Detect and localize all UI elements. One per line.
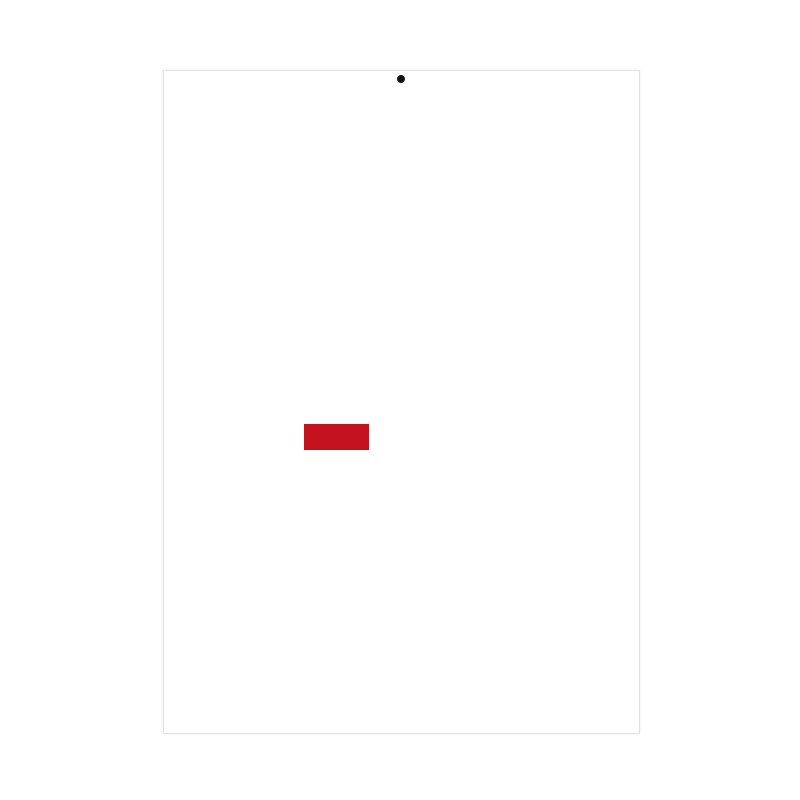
hanging-hole xyxy=(397,75,405,83)
calendar-sheet xyxy=(163,70,640,734)
year-label xyxy=(304,424,369,450)
